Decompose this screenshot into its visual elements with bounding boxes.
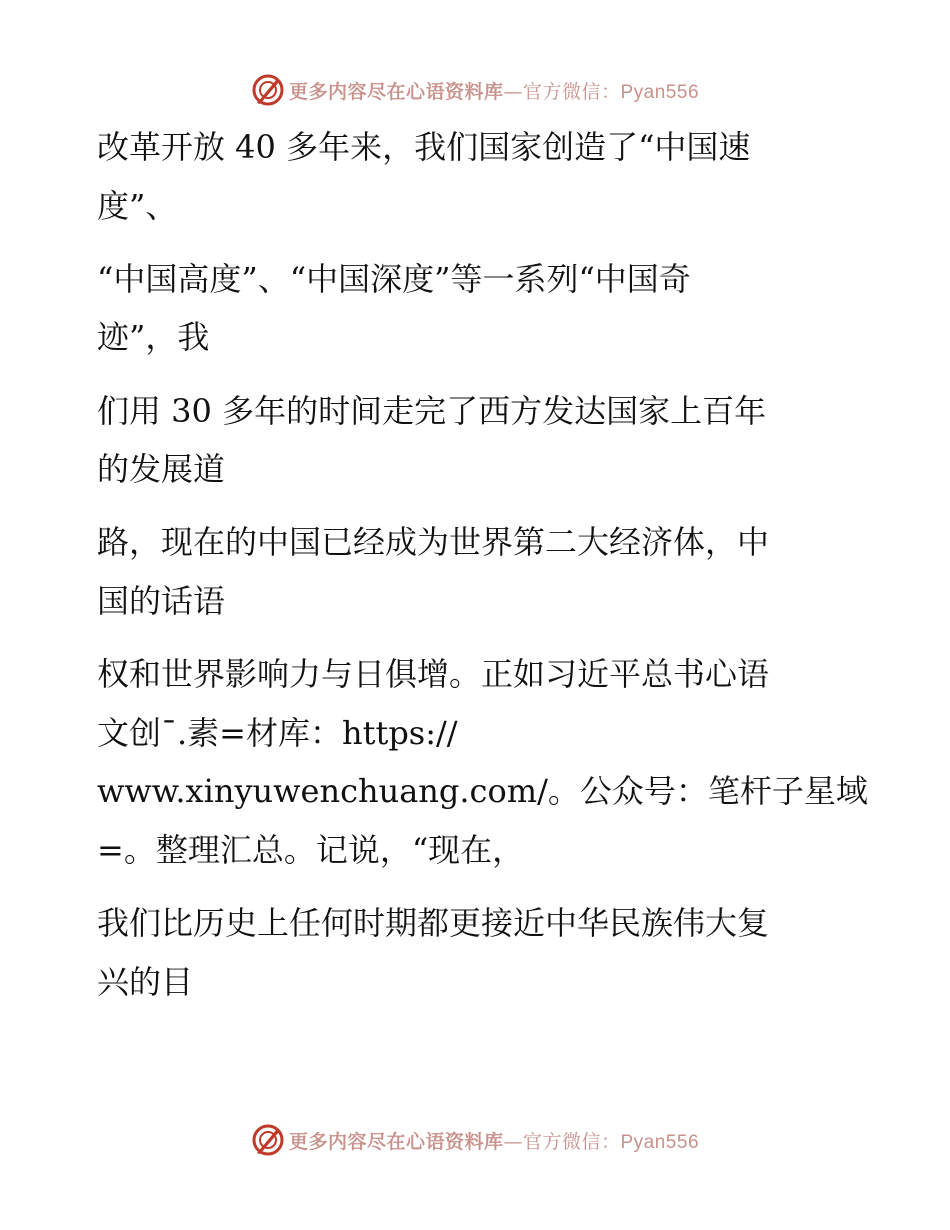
header-separator: — [503, 80, 523, 103]
footer-banner [0, 1120, 950, 1160]
body-line: 文创¯.素=材库：https:// [97, 713, 458, 752]
body-line: 迹”，我 [97, 318, 210, 357]
body-text [97, 118, 868, 1011]
footer-separator: — [503, 1130, 523, 1153]
body-line: 改革开放 40 多年来，我们国家创造了“中国速 [97, 128, 751, 166]
footer-banner-text [289, 1127, 699, 1154]
footer-brand: 更多内容尽在心语资料库 [288, 1130, 504, 1153]
body-line: 们用 30 多年的时间走完了西方发达国家上百年 [97, 391, 767, 430]
body-line: 的发展道 [97, 450, 226, 489]
header-contact-label: 官方微信： [522, 80, 621, 103]
footer-banner-content [251, 1123, 699, 1157]
body-line: 权和世界影响力与日俱增。正如习近平总书心语 [97, 655, 770, 694]
footer-contact-label: 官方微信： [522, 1130, 621, 1153]
header-contact-id: Pyan556 [620, 81, 700, 103]
header-banner [0, 70, 950, 110]
quill-logo-icon [251, 73, 285, 107]
footer-contact-id: Pyan556 [620, 1131, 700, 1153]
body-line: 我们比历史上任何时期都更接近中华民族伟大复 [97, 904, 770, 943]
body-line: “中国高度”、“中国深度”等一系列“中国奇 [97, 259, 691, 298]
quill-logo-icon [251, 1123, 285, 1157]
body-line: 度”、 [97, 186, 178, 225]
header-banner-text [289, 77, 699, 104]
body-line: 路，现在的中国已经成为世界第二大经济体，中 [97, 523, 770, 562]
header-banner-content [251, 73, 699, 107]
body-line: 国的话语 [97, 581, 226, 620]
header-brand: 更多内容尽在心语资料库 [288, 80, 504, 103]
body-line: 兴的目 [97, 962, 194, 1001]
body-line: www.xinyuwenchuang.com/。公众号：笔杆子星域 [97, 772, 868, 811]
body-line: =。整理汇总。记说，“现在， [97, 830, 525, 869]
